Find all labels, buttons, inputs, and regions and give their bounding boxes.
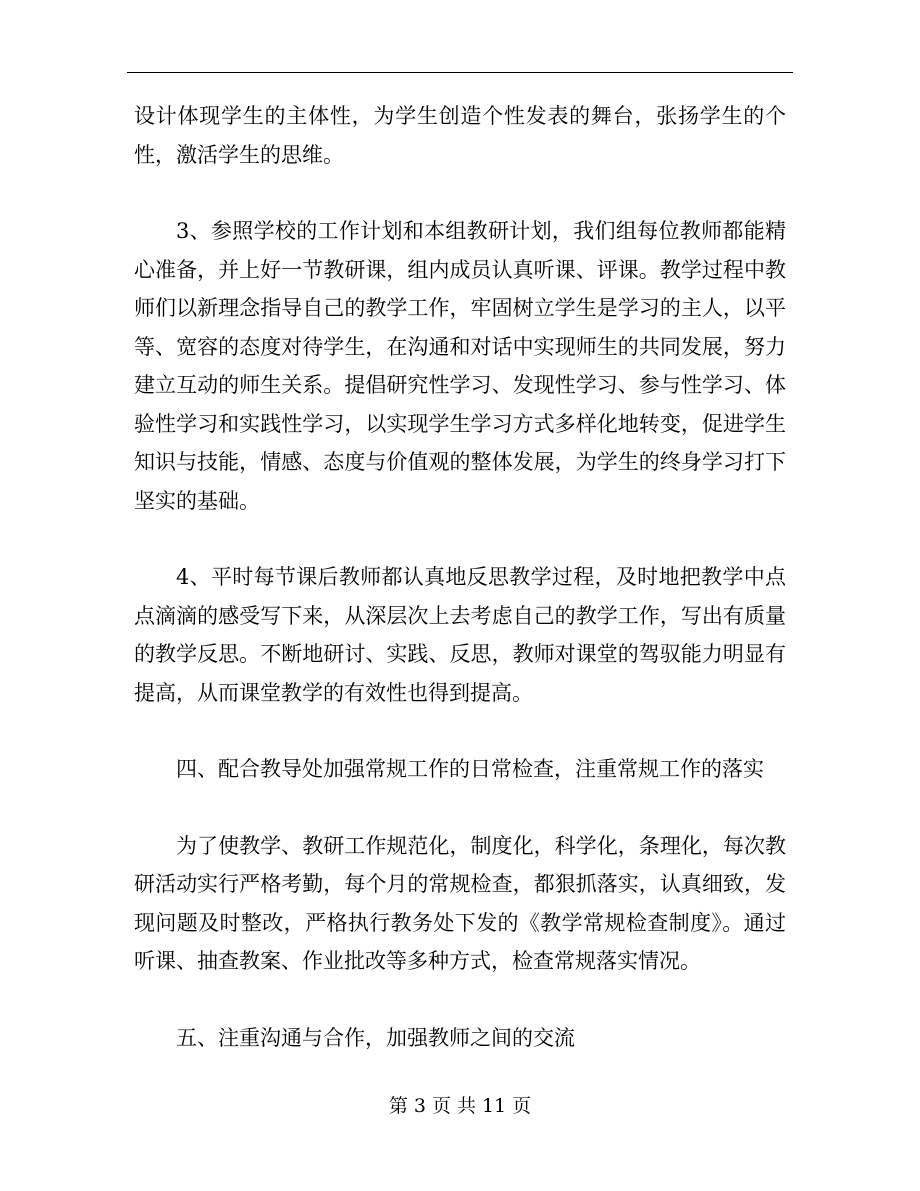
footer-total-pages: 11 [481,1095,507,1117]
paragraph-item-3: 3、参照学校的工作计划和本组教研计划，我们组每位教师都能精心准备，并上好一节教研课，组内成员认真听课、评课。教学过程中教师们以新理念指导自己的教学工作，牢固树立学生是学习的主人，以平等、宽容的态度对待学生，在沟通和对话中实现师生的共同发展，努力建立互动的师生关系。提倡研究性学习、发现性学习、参与性学习、体验性学习和实践性学习，以实现学生学习方式多样化地转变，促进学生知识与技能，情感、态度与价值观的整体发展，为学生的终身学习打下坚实的基础。 [134,219,786,513]
paragraph-gap [134,789,786,827]
footer-page-unit: 页 [431,1095,451,1117]
paragraph-item-4: 4、平时每节课后教师都认真地反思教学过程，及时地把教学中点点滴滴的感受写下来，从深层次上去考虑自己的教学工作，写出有质量的教学反思。不断地研讨、实践、反思，教师对课堂的驾驭能力明显有提高，从而课堂教学的有效性也得到提高。 [134,565,786,705]
paragraph-gap [134,981,786,1019]
header-rule [127,72,793,73]
footer-page-number: 3 [413,1095,426,1117]
footer-total-unit: 页 [512,1095,532,1117]
section-heading-5: 五、注重沟通与合作，加强教师之间的交流 [176,1025,575,1050]
paragraph-continuation: 设计体现学生的主体性，为学生创造个性发表的舞台，张扬学生的个性，激活学生的思维。 [134,104,786,167]
paragraph-gap [134,520,786,558]
footer-total-label: 共 [456,1095,476,1117]
page-footer [0,1094,920,1118]
paragraph-routine-check: 为了使教学、教研工作规范化，制度化，科学化，条理化，每次教研活动实行严格考勤，每个月的常规检查，都狠抓落实，认真细致，发现问题及时整改，严格执行教务处下发的《教学常规检查制度》。通过听课、抽查教案、作业批改等多种方式，检查常规落实情况。 [134,833,786,973]
footer-prefix: 第 [388,1095,408,1117]
paragraph-gap [134,712,786,750]
section-heading-4: 四、配合教导处加强常规工作的日常检查，注重常规工作的落实 [176,757,764,781]
document-body [134,97,786,1057]
paragraph-gap [134,174,786,212]
